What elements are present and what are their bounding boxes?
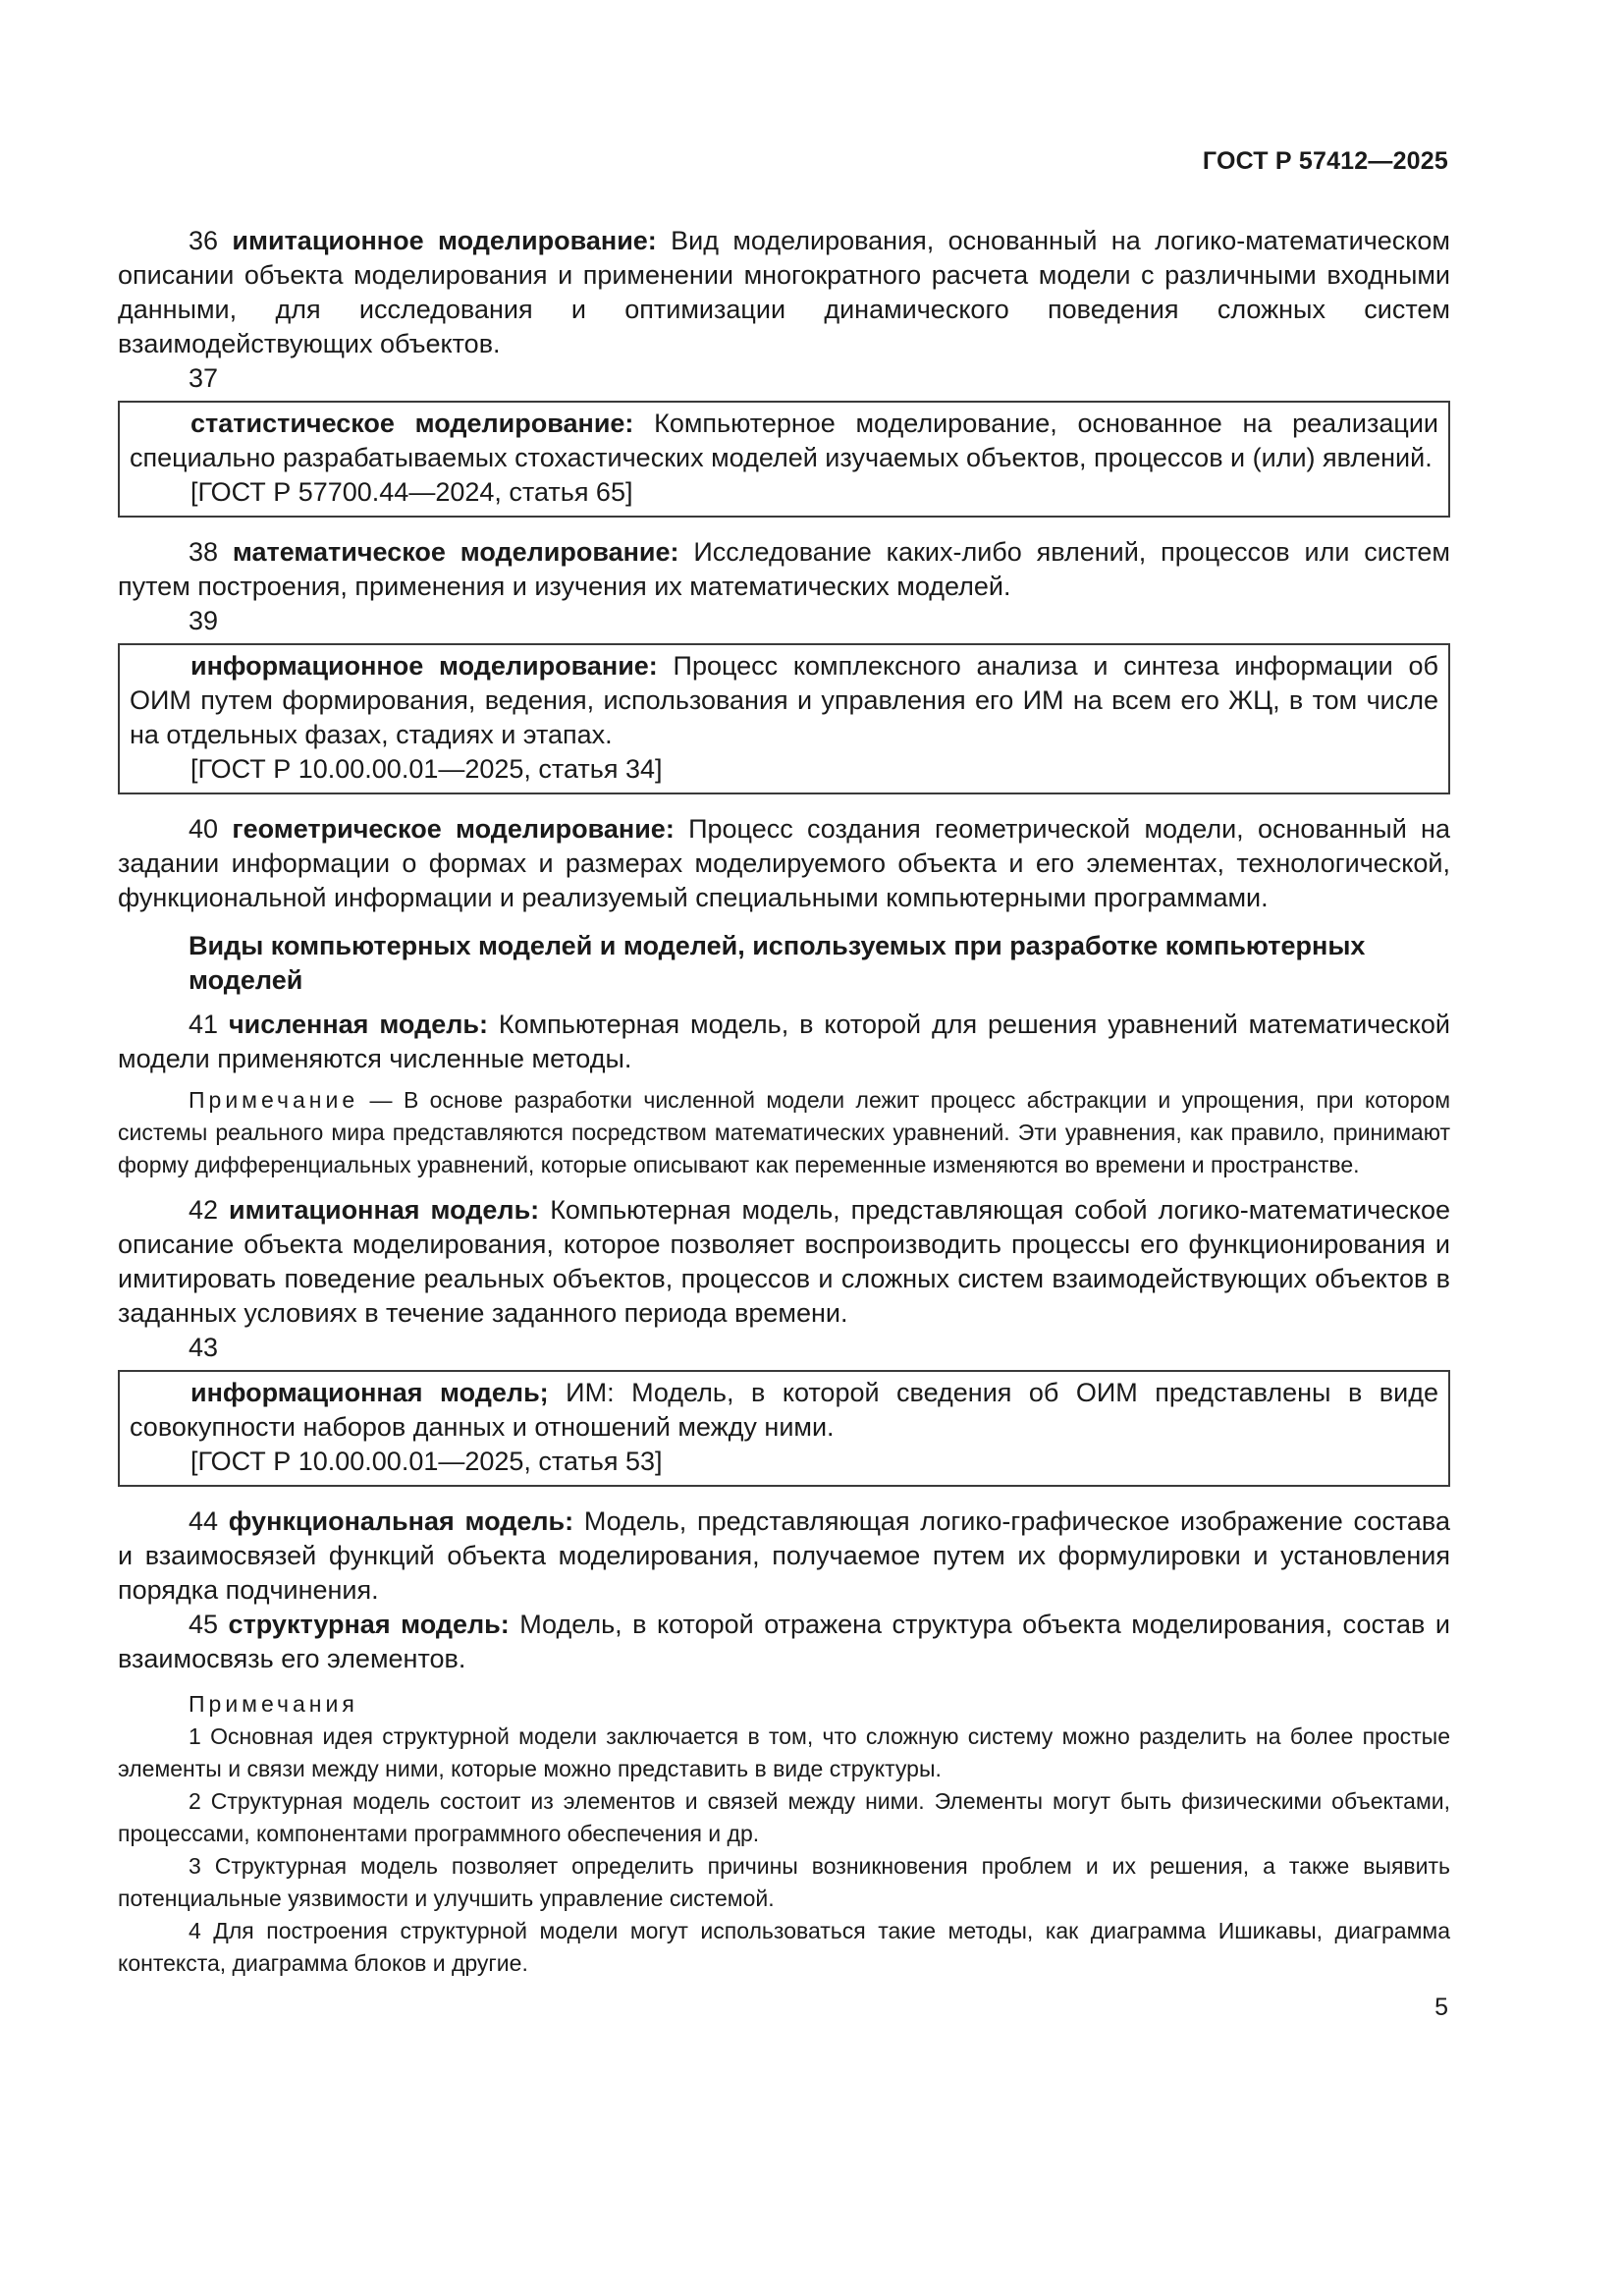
entry-43-box [118, 1370, 1450, 1487]
entry-definition: Процесс создания геометрической модели, основанный на задании информации о формах и размерах моделируемого объекта и его элементах, технологической, функциональной информации и реализуемый специальными компьютерными программами. [118, 814, 1450, 912]
entry-number: 36 [189, 226, 219, 255]
entry-definition: Компьютерная модель, в которой для решения уравнений математической модели применяются численные методы. [118, 1010, 1450, 1073]
entry-definition: Модель, в которой отражена структура объекта моделирования, состав и взаимосвязь его элементов. [118, 1610, 1450, 1673]
entry-term: имитационная модель: [229, 1195, 540, 1225]
entry-37-number: 37 [189, 363, 219, 393]
entry-definition: Исследование каких-либо явлений, процессов или систем путем построения, применения и изучения их математических моделей. [118, 537, 1450, 601]
entry-37-box [118, 401, 1450, 518]
entry-45 [118, 1608, 1450, 1676]
entry-definition: Вид моделирования, основанный на логико-математическом описании объекта моделирования и применении многократного расчета модели с различными входными данными, для исследования и оптимизации динамического поведения сложных систем взаимодействующих объектов. [118, 226, 1450, 358]
entry-term: функциональная модель: [228, 1506, 574, 1536]
entry-term: математическое моделирование: [232, 537, 679, 567]
entry-definition: Компьютерное моделирование, основанное на реализации специально разрабатываемых стохастических моделей изучаемых объектов, процессов и (или) явлений. [130, 409, 1439, 472]
entry-term: информационная модель; [190, 1378, 549, 1407]
entry-44 [118, 1504, 1450, 1608]
entry-definition: Модель, представляющая логико-графическое изображение состава и взаимосвязей функций объекта моделирования, получаемое путем их формулировки и установления порядка подчинения. [118, 1506, 1450, 1605]
entry-43 [130, 1376, 1438, 1445]
entry-number: 40 [189, 814, 219, 844]
entry-definition: Модель, в которой сведения об ОИМ представлены в виде совокупности наборов данных и отношений между ними. [130, 1378, 1438, 1442]
notes-label: Примечания [189, 1691, 358, 1717]
entry-source: [ГОСТ Р 10.00.00.01—2025, статья 53] [190, 1447, 663, 1476]
section-title: Виды компьютерных моделей и моделей, используемых при разработке компьютерных моделей [189, 931, 1366, 995]
note-item: 3 Структурная модель позволяет определить причины возникновения проблем и их решения, а также выявить потенциальные уязвимости и улучшить управление системой. [118, 1853, 1450, 1911]
entry-39 [130, 649, 1438, 752]
entry-definition: Компьютерная модель, представляющая собой логико-математическое описание объекта моделирования, которое позволяет воспроизводить процессы его функционирования и имитировать поведение реальных объектов, процессов и сложных систем взаимодействующих объектов в заданных условиях в течение заданного периода времени. [118, 1195, 1450, 1328]
note-text: — В основе разработки численной модели лежит процесс абстракции и упрощения, при котором системы реального мира представляются посредством математических уравнений. Эти уравнения, как правило, принимают форму дифференциальных уравнений, которые описывают как переменные изменяются во времени и пространстве. [118, 1087, 1451, 1177]
page-number: 5 [1434, 1994, 1448, 2021]
entry-number: 42 [189, 1195, 219, 1225]
note-item: 4 Для построения структурной модели могут использоваться такие методы, как диаграмма Ишикавы, диаграмма контекста, диаграмма блоков и другие. [118, 1918, 1450, 1976]
entry-43-number: 43 [189, 1333, 219, 1362]
entry-source: [ГОСТ Р 10.00.00.01—2025, статья 34] [190, 754, 663, 784]
document-body [118, 224, 1450, 1980]
entry-term: численная модель: [228, 1010, 488, 1039]
entry-abbreviation: ИМ: [566, 1378, 615, 1407]
note-label: Примечание [189, 1087, 359, 1113]
entry-term: геометрическое моделирование: [232, 814, 675, 844]
entry-term: статистическое моделирование: [190, 409, 634, 438]
note-item: 2 Структурная модель состоит из элементов и связей между ними. Элементы могут быть физическими объектами, процессами, компонентами программного обеспечения и др. [118, 1788, 1450, 1846]
entry-source: [ГОСТ Р 57700.44—2024, статья 65] [190, 477, 633, 507]
entry-38 [118, 535, 1450, 604]
entry-39-box [118, 643, 1450, 794]
entry-36 [118, 224, 1450, 361]
entry-40 [118, 812, 1450, 915]
document-id: ГОСТ Р 57412—2025 [1202, 147, 1448, 175]
entry-41-note [118, 1084, 1450, 1181]
entry-term: структурная модель: [228, 1610, 510, 1639]
entry-41 [118, 1008, 1450, 1076]
entry-number: 38 [189, 537, 219, 567]
entry-number: 44 [189, 1506, 219, 1536]
entry-definition: Процесс комплексного анализа и синтеза информации об ОИМ путем формирования, ведения, использования и управления его ИМ на всем его ЖЦ, в том числе на отдельных фазах, стадиях и этапах. [130, 651, 1438, 749]
entry-term: информационное моделирование: [190, 651, 658, 681]
entry-37 [130, 407, 1438, 475]
entry-term: имитационное моделирование: [232, 226, 657, 255]
note-item: 1 Основная идея структурной модели заключается в том, что сложную систему можно разделить на более простые элементы и связи между ними, которые можно представить в виде структуры. [118, 1723, 1450, 1781]
entry-39-number: 39 [189, 606, 219, 635]
entry-42 [118, 1193, 1450, 1331]
entry-number: 41 [189, 1010, 219, 1039]
entry-45-notes [118, 1688, 1450, 1980]
entry-number: 45 [189, 1610, 219, 1639]
